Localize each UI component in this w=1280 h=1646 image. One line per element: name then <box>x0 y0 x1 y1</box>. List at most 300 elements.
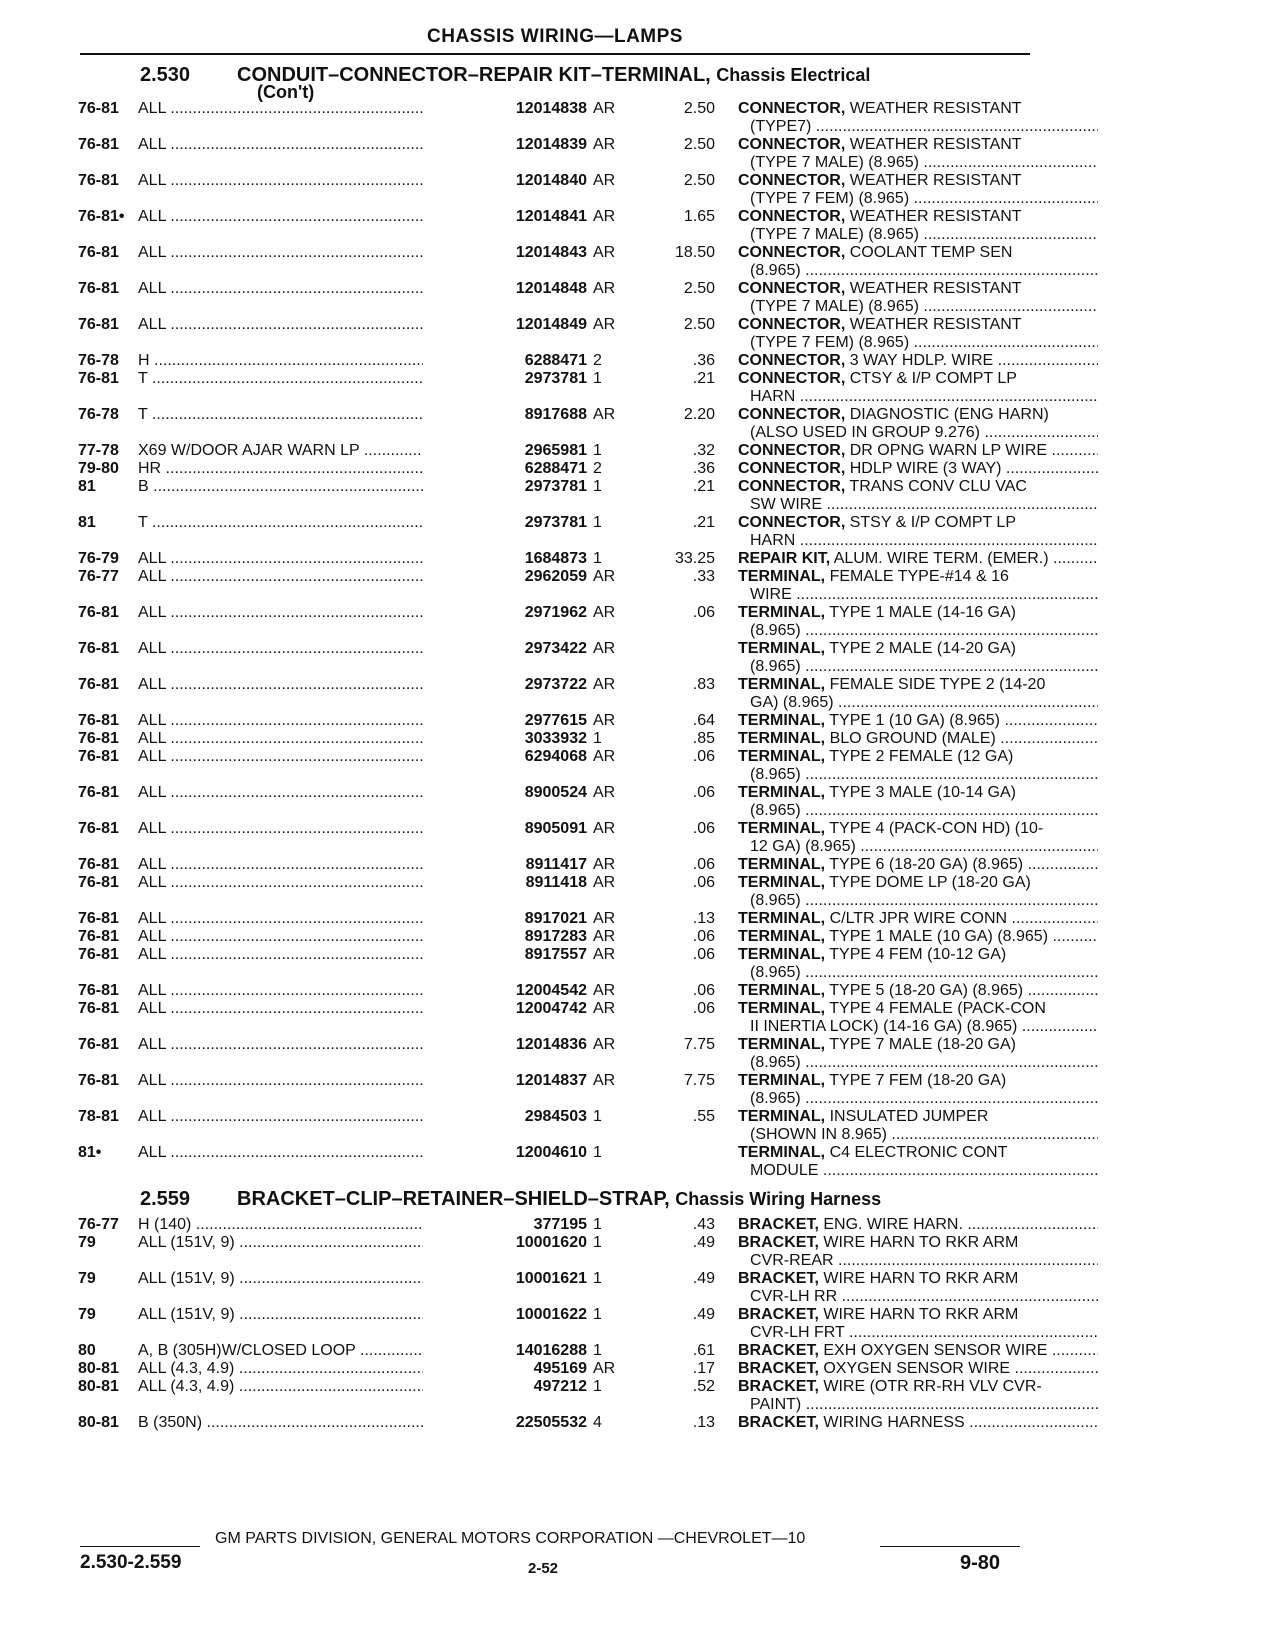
description-line <box>738 406 1098 424</box>
page-title: CHASSIS WIRING—LAMPS <box>427 26 683 47</box>
quantity: AR <box>593 676 616 693</box>
section-number: 2.559 <box>140 1188 191 1210</box>
description-name: CONNECTOR, <box>738 316 846 333</box>
quantity: AR <box>593 856 616 873</box>
description <box>738 1036 1098 1072</box>
part-number: 12004610 <box>423 1144 587 1162</box>
description-detail: WIRE HARN TO RKR ARM <box>823 1234 1019 1251</box>
description-name: TERMINAL, <box>738 1000 826 1017</box>
description-line <box>738 280 1098 298</box>
price: .52 <box>692 1378 715 1395</box>
description <box>738 1360 1098 1378</box>
description-detail: WEATHER RESISTANT <box>849 100 1022 117</box>
price: .06 <box>692 982 715 999</box>
description-line <box>738 1306 1098 1324</box>
part-number: 2984503 <box>423 1108 587 1126</box>
model-code: ALL ..... <box>138 748 488 766</box>
price: .49 <box>692 1270 715 1287</box>
description-continuation: SW WIRE ..... <box>738 496 1098 514</box>
model-year: 80-81 <box>78 1378 119 1395</box>
part-number: 6288471 <box>423 352 587 370</box>
quantity: 1 <box>593 1270 602 1287</box>
price: 2.50 <box>683 172 715 189</box>
description-continuation: GA) (8.965) ..... <box>738 694 1098 712</box>
description-detail: TYPE 1 (10 GA) (8.965) <box>829 712 1000 729</box>
description-name: CONNECTOR, <box>738 352 846 369</box>
model-code: ALL ..... <box>138 1072 488 1090</box>
description <box>738 1216 1098 1234</box>
description <box>738 280 1098 316</box>
description-name: BRACKET, <box>738 1234 819 1251</box>
model-year: 80 <box>78 1342 96 1359</box>
description-detail: WIRING HARNESS <box>823 1414 965 1431</box>
price: .32 <box>692 442 715 459</box>
description-detail: TYPE 2 MALE (14-20 GA) <box>829 640 1016 657</box>
description-line <box>738 946 1098 964</box>
description <box>738 820 1098 856</box>
part-number: 8917557 <box>423 946 587 964</box>
part-number: 6288471 <box>423 460 587 478</box>
description <box>738 208 1098 244</box>
quantity: 2 <box>593 460 602 477</box>
description <box>738 1108 1098 1144</box>
description-name: TERMINAL, <box>738 676 826 693</box>
description-line <box>738 910 1098 928</box>
model-code: ALL ..... <box>138 784 488 802</box>
description-name: BRACKET, <box>738 1306 819 1323</box>
description-continuation: PAINT) ..... <box>738 1396 1098 1414</box>
price: .06 <box>692 928 715 945</box>
description <box>738 316 1098 352</box>
description-line <box>738 1108 1098 1126</box>
model-code: H (140) ..... <box>138 1216 488 1234</box>
model-code: T ..... <box>138 370 488 388</box>
description-name: BRACKET, <box>738 1414 819 1431</box>
part-number: 3033932 <box>423 730 587 748</box>
model-code: X69 W/DOOR AJAR WARN LP ..... <box>138 442 488 460</box>
model-code: ALL (4.3, 4.9) ..... <box>138 1360 488 1378</box>
quantity: 2 <box>593 352 602 369</box>
model-code: B (350N) ..... <box>138 1414 488 1432</box>
description-name: TERMINAL, <box>738 712 826 729</box>
model-code: ALL ..... <box>138 982 488 1000</box>
model-year: 76-81 <box>78 280 119 297</box>
quantity: 1 <box>593 1108 602 1125</box>
description-line <box>738 748 1098 766</box>
description-line <box>738 874 1098 892</box>
quantity: AR <box>593 604 616 621</box>
model-year: 76-81• <box>78 208 125 225</box>
quantity: AR <box>593 928 616 945</box>
description <box>738 100 1098 136</box>
description-detail: DIAGNOSTIC (ENG HARN) <box>849 406 1049 423</box>
description <box>738 748 1098 784</box>
description <box>738 1414 1098 1432</box>
description-name: CONNECTOR, <box>738 244 846 261</box>
description-line <box>738 100 1098 118</box>
model-code: ALL ..... <box>138 568 488 586</box>
description-name: CONNECTOR, <box>738 406 846 423</box>
description-line <box>738 820 1098 838</box>
model-code: ALL (151V, 9) ..... <box>138 1306 488 1324</box>
part-number: 2973781 <box>423 514 587 532</box>
part-number: 12014838 <box>423 100 587 118</box>
part-number: 8917021 <box>423 910 587 928</box>
model-code: ALL ..... <box>138 820 488 838</box>
description-detail: TYPE 4 (PACK-CON HD) (10- <box>829 820 1044 837</box>
part-number: 8905091 <box>423 820 587 838</box>
description-line <box>738 1234 1098 1252</box>
footer-date: 9-80 <box>960 1552 1001 1574</box>
description <box>738 856 1098 874</box>
description <box>738 1072 1098 1108</box>
price: .06 <box>692 784 715 801</box>
model-code: ALL ..... <box>138 856 488 874</box>
model-code: ALL ..... <box>138 1000 488 1018</box>
description-line <box>738 244 1098 262</box>
quantity: 1 <box>593 1306 602 1323</box>
part-number: 14016288 <box>423 1342 587 1360</box>
model-year: 76-81 <box>78 1000 119 1017</box>
quantity: 1 <box>593 1234 602 1251</box>
part-number: 495169 <box>423 1360 587 1378</box>
description-detail: ALUM. WIRE TERM. (EMER.) <box>833 550 1049 567</box>
price: .36 <box>692 352 715 369</box>
model-year: 76-81 <box>78 316 119 333</box>
description-name: BRACKET, <box>738 1378 819 1395</box>
part-number: 377195 <box>423 1216 587 1234</box>
description-name: TERMINAL, <box>738 568 826 585</box>
description-detail: 3 WAY HDLP. WIRE <box>849 352 994 369</box>
quantity: AR <box>593 208 616 225</box>
description-detail: OXYGEN SENSOR WIRE <box>823 1360 1011 1377</box>
description-detail: WEATHER RESISTANT <box>849 280 1022 297</box>
description-line <box>738 352 1098 370</box>
model-year: 76-81 <box>78 640 119 657</box>
description-line <box>738 676 1098 694</box>
quantity: AR <box>593 406 616 423</box>
part-number: 2965981 <box>423 442 587 460</box>
model-code: ALL ..... <box>138 730 488 748</box>
description-continuation: CVR-LH RR ..... <box>738 1288 1098 1306</box>
quantity: AR <box>593 172 616 189</box>
description-continuation: WIRE ..... <box>738 586 1098 604</box>
price: .13 <box>692 910 715 927</box>
price: .06 <box>692 856 715 873</box>
description-continuation: (TYPE 7 MALE) (8.965) ..... <box>738 226 1098 244</box>
description-detail: TYPE 4 FEM (10-12 GA) <box>829 946 1007 963</box>
description-line <box>738 604 1098 622</box>
quantity: AR <box>593 748 616 765</box>
part-number: 8917688 <box>423 406 587 424</box>
quantity: 1 <box>593 730 602 747</box>
part-number: 2973781 <box>423 478 587 496</box>
quantity: AR <box>593 280 616 297</box>
part-number: 2971962 <box>423 604 587 622</box>
description-detail: FEMALE SIDE TYPE 2 (14-20 <box>829 676 1046 693</box>
model-code: ALL ..... <box>138 874 488 892</box>
model-code: ALL ..... <box>138 136 488 154</box>
description <box>738 712 1098 730</box>
description-detail: BLO GROUND (MALE) <box>829 730 996 747</box>
model-year: 76-81 <box>78 1072 119 1089</box>
description-detail: TYPE 5 (18-20 GA) (8.965) <box>829 982 1024 999</box>
quantity: 1 <box>593 1216 602 1233</box>
price: .06 <box>692 946 715 963</box>
description <box>738 370 1098 406</box>
model-code: ALL ..... <box>138 172 488 190</box>
model-year: 76-81 <box>78 946 119 963</box>
description-continuation: (8.965) ..... <box>738 802 1098 820</box>
description <box>738 982 1098 1000</box>
description-continuation: (8.965) ..... <box>738 658 1098 676</box>
model-code: ALL (151V, 9) ..... <box>138 1234 488 1252</box>
description-continuation: HARN ..... <box>738 388 1098 406</box>
description <box>738 874 1098 910</box>
description <box>738 1234 1098 1270</box>
description-name: TERMINAL, <box>738 640 826 657</box>
part-number: 497212 <box>423 1378 587 1396</box>
quantity: 1 <box>593 478 602 495</box>
model-year: 81 <box>78 478 96 495</box>
footer-rule-left <box>80 1546 200 1547</box>
description-detail: HDLP WIRE (3 WAY) <box>849 460 1002 477</box>
description-line <box>738 1000 1098 1018</box>
quantity: AR <box>593 784 616 801</box>
model-year: 79 <box>78 1306 96 1323</box>
description-detail: WEATHER RESISTANT <box>849 208 1022 225</box>
description-line <box>738 1378 1098 1396</box>
description-line <box>738 1036 1098 1054</box>
description-line <box>738 856 1098 874</box>
quantity: 1 <box>593 1342 602 1359</box>
description <box>738 640 1098 676</box>
model-code: B ..... <box>138 478 488 496</box>
model-code: ALL ..... <box>138 928 488 946</box>
description-name: TERMINAL, <box>738 1144 826 1161</box>
price: .61 <box>692 1342 715 1359</box>
model-year: 76-81 <box>78 874 119 891</box>
description <box>738 352 1098 370</box>
model-year: 76-81 <box>78 172 119 189</box>
model-year: 80-81 <box>78 1360 119 1377</box>
price: .13 <box>692 1414 715 1431</box>
model-code: HR ..... <box>138 460 488 478</box>
description-detail: TYPE DOME LP (18-20 GA) <box>829 874 1031 891</box>
part-number: 10001622 <box>423 1306 587 1324</box>
description <box>738 730 1098 748</box>
model-year: 76-79 <box>78 550 119 567</box>
description <box>738 1144 1098 1180</box>
description <box>738 514 1098 550</box>
description-name: TERMINAL, <box>738 910 826 927</box>
description <box>738 676 1098 712</box>
price: 2.50 <box>683 316 715 333</box>
description-name: CONNECTOR, <box>738 460 846 477</box>
description <box>738 568 1098 604</box>
description-line <box>738 568 1098 586</box>
part-number: 12014843 <box>423 244 587 262</box>
description <box>738 604 1098 640</box>
description <box>738 1306 1098 1342</box>
description-name: CONNECTOR, <box>738 280 846 297</box>
model-code: ALL ..... <box>138 676 488 694</box>
description <box>738 1000 1098 1036</box>
part-number: 2977615 <box>423 712 587 730</box>
part-number: 2973422 <box>423 640 587 658</box>
price: .43 <box>692 1216 715 1233</box>
description-name: TERMINAL, <box>738 1108 826 1125</box>
price: 2.50 <box>683 100 715 117</box>
price: 18.50 <box>674 244 715 261</box>
description-detail: C4 ELECTRONIC CONT <box>829 1144 1008 1161</box>
description-detail: WIRE HARN TO RKR ARM <box>823 1270 1019 1287</box>
price: .21 <box>692 370 715 387</box>
price: .36 <box>692 460 715 477</box>
part-number: 12014848 <box>423 280 587 298</box>
description-continuation: (8.965) ..... <box>738 1090 1098 1108</box>
description <box>738 406 1098 442</box>
description-detail: TYPE 3 MALE (10-14 GA) <box>829 784 1016 801</box>
description-name: TERMINAL, <box>738 946 826 963</box>
price: .64 <box>692 712 715 729</box>
description-detail: TYPE 7 FEM (18-20 GA) <box>829 1072 1007 1089</box>
model-year: 76-81 <box>78 604 119 621</box>
model-year: 76-81 <box>78 784 119 801</box>
description-detail: TYPE 1 MALE (10 GA) (8.965) <box>829 928 1049 945</box>
model-code: ALL ..... <box>138 712 488 730</box>
model-year: 78-81 <box>78 1108 119 1125</box>
description-detail: ENG. WIRE HARN. <box>823 1216 963 1233</box>
part-number: 8911417 <box>423 856 587 874</box>
quantity: AR <box>593 910 616 927</box>
description-name: TERMINAL, <box>738 928 826 945</box>
description <box>738 478 1098 514</box>
quantity: AR <box>593 1036 616 1053</box>
model-code: H ..... <box>138 352 488 370</box>
description-name: REPAIR KIT, <box>738 550 831 567</box>
quantity: 1 <box>593 514 602 531</box>
model-year: 77-78 <box>78 442 119 459</box>
section-subtitle: Chassis Electrical <box>716 65 871 85</box>
part-number: 10001621 <box>423 1270 587 1288</box>
model-year: 76-78 <box>78 406 119 423</box>
quantity: AR <box>593 874 616 891</box>
description-continuation: (8.965) ..... <box>738 766 1098 784</box>
description-name: CONNECTOR, <box>738 514 846 531</box>
description-detail: CTSY & I/P COMPT LP <box>849 370 1017 387</box>
description-line <box>738 1414 1098 1432</box>
price: .85 <box>692 730 715 747</box>
description-detail: FEMALE TYPE-#14 & 16 <box>829 568 1009 585</box>
part-number: 2962059 <box>423 568 587 586</box>
quantity: AR <box>593 100 616 117</box>
description-continuation: CVR-LH FRT ..... <box>738 1324 1098 1342</box>
description-line <box>738 136 1098 154</box>
description-name: CONNECTOR, <box>738 478 846 495</box>
price: .49 <box>692 1234 715 1251</box>
price: .21 <box>692 478 715 495</box>
quantity: AR <box>593 244 616 261</box>
model-year: 79-80 <box>78 460 119 477</box>
model-year: 76-81 <box>78 910 119 927</box>
footer-text: GM PARTS DIVISION, GENERAL MOTORS CORPORATION —CHEVROLET—10 <box>215 1530 806 1547</box>
description <box>738 1378 1098 1414</box>
model-year: 76-81 <box>78 730 119 747</box>
model-code: ALL ..... <box>138 316 488 334</box>
description-detail: TYPE 1 MALE (14-16 GA) <box>829 604 1016 621</box>
description-name: TERMINAL, <box>738 1072 826 1089</box>
description-name: TERMINAL, <box>738 820 826 837</box>
description-line <box>738 1144 1098 1162</box>
description <box>738 244 1098 280</box>
price: .17 <box>692 1360 715 1377</box>
description-detail: STSY & I/P COMPT LP <box>849 514 1016 531</box>
part-number: 12014840 <box>423 172 587 190</box>
description <box>738 910 1098 928</box>
model-code: ALL ..... <box>138 100 488 118</box>
section-continued: (Con't) <box>257 82 315 102</box>
quantity: AR <box>593 1000 616 1017</box>
price: .21 <box>692 514 715 531</box>
description-line <box>738 208 1098 226</box>
part-number: 12014837 <box>423 1072 587 1090</box>
description-detail: WEATHER RESISTANT <box>849 316 1022 333</box>
section-number: 2.530 <box>140 64 191 86</box>
model-year: 76-81 <box>78 928 119 945</box>
description-line <box>738 928 1098 946</box>
section-heading <box>140 64 870 87</box>
description-name: TERMINAL, <box>738 784 826 801</box>
price: .06 <box>692 604 715 621</box>
description-detail: TYPE 2 FEMALE (12 GA) <box>829 748 1014 765</box>
description-line <box>738 172 1098 190</box>
description-detail: INSULATED JUMPER <box>829 1108 989 1125</box>
model-year: 76-81 <box>78 136 119 153</box>
quantity: AR <box>593 640 616 657</box>
description-name: BRACKET, <box>738 1216 819 1233</box>
model-code: ALL (4.3, 4.9) ..... <box>138 1378 488 1396</box>
section-title: BRACKET–CLIP–RETAINER–SHIELD–STRAP, <box>237 1188 670 1210</box>
description-detail: EXH OXYGEN SENSOR WIRE <box>823 1342 1048 1359</box>
model-year: 81• <box>78 1144 102 1161</box>
model-code: ALL ..... <box>138 1036 488 1054</box>
description-name: BRACKET, <box>738 1360 819 1377</box>
part-number: 6294068 <box>423 748 587 766</box>
description-continuation: (TYPE 7 FEM) (8.965) ..... <box>738 334 1098 352</box>
description-detail: DR OPNG WARN LP WIRE <box>849 442 1048 459</box>
model-code: ALL ..... <box>138 640 488 658</box>
quantity: 1 <box>593 370 602 387</box>
model-year: 76-81 <box>78 856 119 873</box>
description-line <box>738 1072 1098 1090</box>
price: .06 <box>692 748 715 765</box>
part-number: 12014836 <box>423 1036 587 1054</box>
model-year: 76-81 <box>78 244 119 261</box>
description-detail: TRANS CONV CLU VAC <box>849 478 1027 495</box>
model-code: ALL ..... <box>138 280 488 298</box>
description-name: CONNECTOR, <box>738 100 846 117</box>
description-name: BRACKET, <box>738 1342 819 1359</box>
description-name: TERMINAL, <box>738 982 826 999</box>
quantity: AR <box>593 316 616 333</box>
price: 7.75 <box>683 1072 715 1089</box>
section-heading <box>140 1188 881 1211</box>
description <box>738 1270 1098 1306</box>
description <box>738 1342 1098 1360</box>
quantity: AR <box>593 1360 616 1377</box>
section-title: CONDUIT–CONNECTOR–REPAIR KIT–TERMINAL, <box>237 64 711 86</box>
